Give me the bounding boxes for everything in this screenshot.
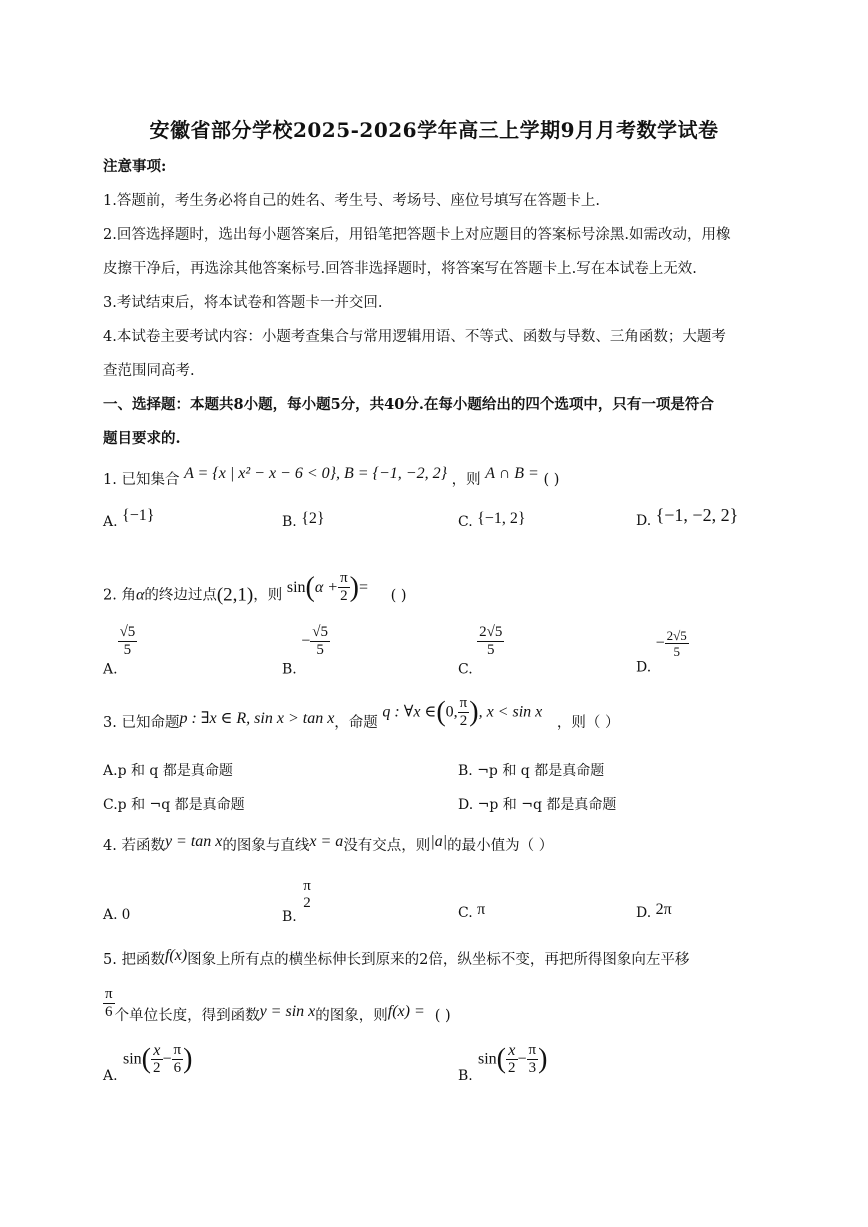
question-1 (103, 465, 560, 490)
q1-option-b: B. {2} (282, 510, 325, 530)
q2-option-d: D. − $\frac{2√5}{5}$ (636, 628, 687, 676)
q2-option-b: B. − $\frac{√5}{5}$ (282, 624, 328, 678)
q1-option-c: C. {−1, 2} (458, 510, 526, 530)
q1-expr: A ∩ B = (485, 465, 539, 482)
q4-option-c: C. π (458, 901, 486, 921)
exam-title: 安徽省部分学校2025-2026学年高三上学期9月月考数学试卷 (149, 118, 719, 142)
section-heading-line1: 一、选择题：本题共8小题，每小题5分，共40分.在每小题给出的四个选项中，只有一项是符合 (103, 396, 714, 413)
notice-item-4a: 4.本试卷主要考试内容：小题考查集合与常用逻辑用语、不等式、函数与导数、三角函数；大题考 (103, 329, 726, 345)
question-2: 2. 角α的终边过点(2,1)，则 sin(α + $\frac{\pi}{2}$ )= ( ) (103, 570, 407, 606)
q1-prefix: 1. 已知集合 (103, 472, 180, 488)
q4-option-b: B. π 2 (282, 878, 311, 925)
q1-paren: ( ) (543, 472, 560, 488)
q2-option-c: C. $\frac{2√5}{5}$ (458, 624, 503, 678)
q1-option-d: D. {−1, −2, 2} (636, 505, 739, 529)
notice-item-1: 1.答题前，考生务必将自己的姓名、考生号、考场号、座位号填写在答题卡上. (103, 193, 600, 209)
q3-option-d: D. ¬p 和 ¬q 都是真命题 (458, 797, 617, 813)
question-4: 4. 若函数y = tan x的图象与直线x = a没有交点，则|a|的最小值为（ ） (103, 833, 554, 854)
notice-item-3: 3.考试结束后，将本试卷和答题卡一并交回. (103, 295, 383, 311)
q1-option-a: A. {−1} (103, 507, 155, 530)
q3-option-c: C.p 和 ¬q 都是真命题 (103, 797, 245, 813)
q4-option-d: D. 2π (636, 901, 672, 921)
q2-option-a: A. $\frac{√5}{5}$ (103, 624, 136, 678)
question-5-line1: 5. 把函数f(x)图象上所有点的横坐标伸长到原来的2倍，纵坐标不变，再把所得图象向左平移 (103, 947, 690, 968)
q1-sets: A = {x | x² − x − 6 < 0}, B = {−1, −2, 2} (184, 465, 447, 482)
q3-option-a: A.p 和 q 都是真命题 (103, 763, 233, 779)
q3-option-b: B. ¬p 和 q 都是真命题 (458, 763, 605, 779)
question-5-line2: $\frac{\pi}{6}$ 个单位长度，得到函数y = sin x的图象，则f(x) = ( ) (105, 986, 451, 1024)
notice-heading: 注意事项: (103, 158, 167, 175)
notice-item-4b: 查范围同高考. (103, 363, 195, 379)
notice-item-2b: 皮擦干净后，再选涂其他答案标号.回答非选择题时，将答案写在答题卡上.写在本试卷上无效. (103, 261, 697, 277)
question-3: 3. 已知命题p : ∃x ∈ R, sin x > tan x，命题 q : ∀x ∈(0, $\frac{\pi}{2}$ ), x < sin x ，则（ ） (103, 695, 620, 731)
q1-ask: ，则 (451, 472, 481, 488)
section-heading-line2: 题目要求的. (103, 430, 181, 447)
q4-option-a: A. 0 (103, 906, 131, 923)
notice-item-2a: 2.回答选择题时，选出每小题答案后，用铅笔把答题卡上对应题目的答案标号涂黑.如需改动，用橡 (103, 227, 731, 243)
